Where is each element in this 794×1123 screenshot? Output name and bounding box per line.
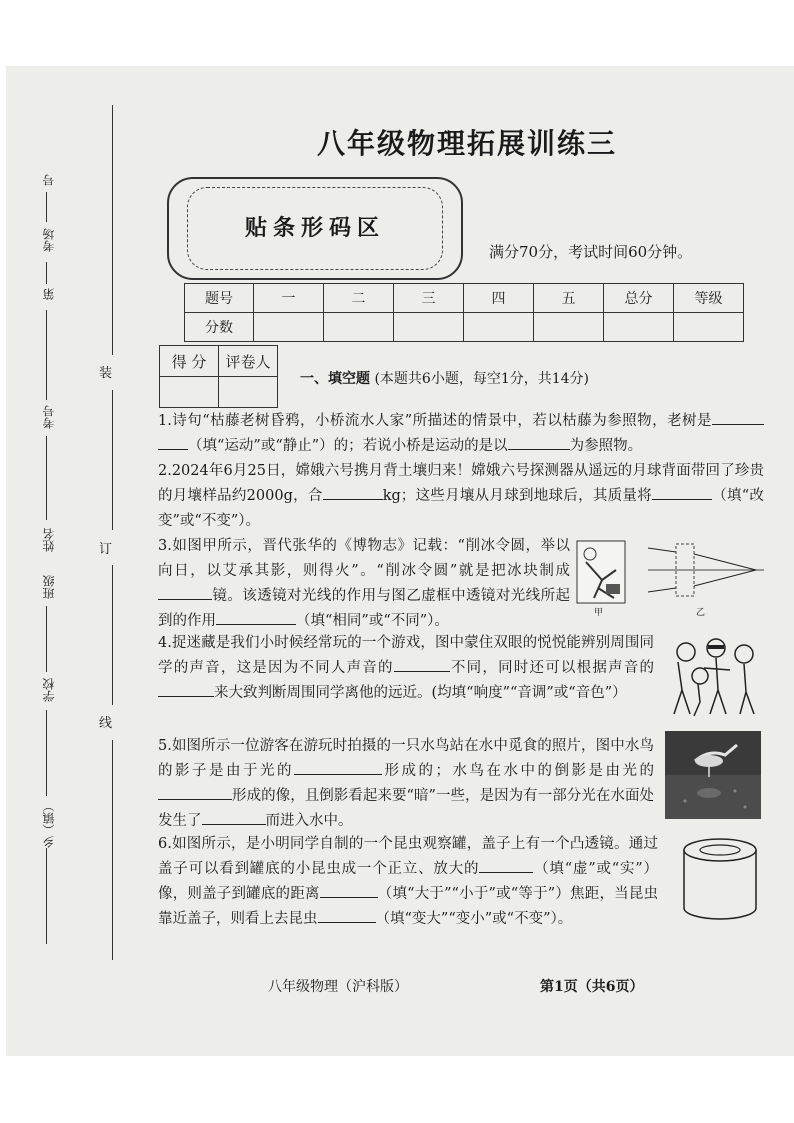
score-cell[interactable]	[254, 313, 324, 342]
figure-b-label: 乙	[696, 608, 706, 618]
fill-line-exam-no	[46, 436, 47, 520]
binding-char-ding: 订	[99, 542, 113, 557]
question-text: 来大致判断周围同学离他的远近。(均填“响度”“音调”或“音色”）	[214, 685, 627, 701]
question-text: 镜。该透镜对光线的作用与图乙虚框中透镜对光线所起到的作用	[158, 588, 570, 629]
binding-line	[112, 390, 113, 530]
fill-line-class	[46, 606, 47, 672]
page-title: 八年级物理拓展训练三	[316, 127, 617, 160]
score-header-cell: 总分	[604, 284, 674, 313]
label-exam-no: 考号	[42, 405, 56, 429]
footer-subject: 八年级物理（沪科版）	[268, 979, 408, 995]
question-1	[158, 409, 764, 459]
score-cell[interactable]	[534, 313, 604, 342]
answer-blank[interactable]	[652, 484, 712, 500]
label-exam-room: 考场	[42, 228, 56, 252]
label-seat: 第	[42, 288, 56, 300]
question-text: 形成的像，且倒影看起来要“暗”一些，是因为有一部分光在水面处发生了	[158, 788, 654, 829]
barcode-label: 贴条形码区	[244, 216, 385, 241]
question-text: （填“相同”或“不同”）。	[296, 613, 449, 629]
score-header-cell: 二	[324, 284, 394, 313]
score-cell[interactable]	[394, 313, 464, 342]
answer-blank[interactable]	[323, 484, 383, 500]
answer-blank[interactable]	[294, 759, 382, 775]
score-row-label: 分数	[185, 313, 254, 342]
question-5	[158, 734, 654, 834]
question-text: 为参照物。	[569, 438, 643, 454]
question-text: 2.2024年6月25日，嫦娥六号携月背土壤归来！嫦娥六号探测器从遥远的月球背面带回了珍贵的月壤样品约2000g，合	[158, 463, 764, 504]
grader-score-cell[interactable]	[160, 377, 219, 408]
answer-blank[interactable]	[158, 784, 232, 800]
score-cell[interactable]	[604, 313, 674, 342]
answer-blank[interactable]	[158, 434, 188, 450]
answer-blank[interactable]	[318, 907, 376, 923]
answer-blank[interactable]	[320, 882, 378, 898]
label-township: 乡（镇）	[42, 800, 56, 848]
score-cell[interactable]	[324, 313, 394, 342]
binding-line	[112, 565, 113, 705]
score-table	[184, 283, 744, 342]
question-text: 5.如图所示一位游客在游玩时拍摄的一只水鸟站在水中觅食的照片，图中水鸟的影子是由于光的	[158, 738, 654, 779]
figure-hide-and-seek-children	[664, 630, 764, 720]
question-3	[158, 534, 570, 634]
grader-score-label: 得 分	[160, 346, 219, 377]
score-table-header-row	[185, 284, 744, 313]
score-cell[interactable]	[674, 313, 744, 342]
score-cell[interactable]	[464, 313, 534, 342]
fill-line-seat	[46, 310, 47, 400]
binding-char-xian: 线	[99, 716, 113, 731]
answer-blank[interactable]	[479, 857, 533, 873]
answer-blank[interactable]	[394, 656, 450, 672]
score-header-cell: 一	[254, 284, 324, 313]
grader-table	[159, 345, 278, 408]
label-school: 学校	[42, 678, 56, 702]
question-text: （填“虚”或“实”）像，则盖子到罐底的距离	[158, 861, 658, 902]
question-text: （填“大于”“小于”或“等于”）焦距，当昆虫靠近盖子，则看上去昆虫	[158, 886, 659, 927]
score-table-row	[185, 313, 744, 342]
score-header-cell: 三	[394, 284, 464, 313]
question-text: （填“变大”“变小”或“不变”）。	[375, 911, 573, 927]
grader-name-cell[interactable]	[219, 377, 278, 408]
score-header-cell: 五	[534, 284, 604, 313]
footer-page-number: 第1页（共6页）	[540, 979, 644, 995]
binding-line	[112, 740, 113, 960]
question-text: 形成的；水鸟在水中的倒影是由光的	[382, 763, 654, 779]
answer-blank[interactable]	[158, 681, 214, 697]
score-header-cell: 四	[464, 284, 534, 313]
section-title: 一、填空题	[300, 371, 370, 387]
question-text: （填“改变”或“不变”）。	[158, 488, 764, 529]
question-text: 而进入水中。	[265, 813, 353, 829]
question-text: kg；这些月壤从月球到地球后，其质量将	[382, 488, 652, 504]
question-text: 1.诗句“枯藤老树昏鸦，小桥流水人家”所描述的情景中，若以枯藤为参照物，老树是	[158, 413, 712, 429]
question-4	[158, 631, 654, 706]
question-text: 4.捉迷藏是我们小时候经常玩的一个游戏，图中蒙住双眼的悦悦能辨别周围同学的声音，这是因为不同人声音的	[158, 635, 654, 676]
label-class: 班级	[42, 575, 56, 599]
figure-insect-observation-jar	[678, 836, 762, 922]
question-6	[158, 832, 658, 932]
section-heading	[300, 368, 589, 388]
fill-line-number	[46, 192, 47, 222]
figure-a-label: 甲	[594, 608, 604, 618]
question-text: 6.如图所示，是小明同学自制的一个昆虫观察罐，盖子上有一个凸透镜。通过盖子可以看到罐底的小昆虫成一个正立、放大的	[158, 836, 658, 877]
answer-blank[interactable]	[508, 434, 570, 450]
question-2	[158, 459, 764, 534]
barcode-area	[167, 177, 463, 280]
answer-blank[interactable]	[712, 409, 764, 425]
figure-water-bird-photo	[665, 731, 761, 819]
fill-line-township	[46, 848, 47, 944]
binding-char-zhuang: 装	[99, 366, 113, 381]
figure-lens-ray-diagram	[646, 536, 766, 606]
fill-line-exam-room	[46, 262, 47, 284]
answer-blank[interactable]	[216, 609, 296, 625]
answer-blank[interactable]	[202, 809, 266, 825]
question-text: 不同，同时还可以根据声音的	[449, 660, 655, 676]
grader-name-label: 评卷人	[219, 346, 278, 377]
question-text: 3.如图甲所示，晋代张华的《博物志》记载：“削冰令圆，举以向日，以艾承其影，则得火”。“削冰令圆”就是把冰块制成	[158, 538, 570, 579]
score-header-cell: 等级	[674, 284, 744, 313]
section-note: (本题共6小题，每空1分，共14分)	[374, 371, 590, 387]
question-text: （填“运动”或“静止”）的；若说小桥是运动的是以	[188, 438, 508, 454]
label-number-suffix: 号	[42, 174, 56, 186]
fill-line-school	[46, 710, 47, 796]
answer-blank[interactable]	[158, 584, 212, 600]
score-header-cell: 题号	[185, 284, 254, 313]
full-marks-note: 满分70分，考试时间60分钟。	[489, 243, 693, 261]
label-name: 姓名	[42, 528, 56, 552]
